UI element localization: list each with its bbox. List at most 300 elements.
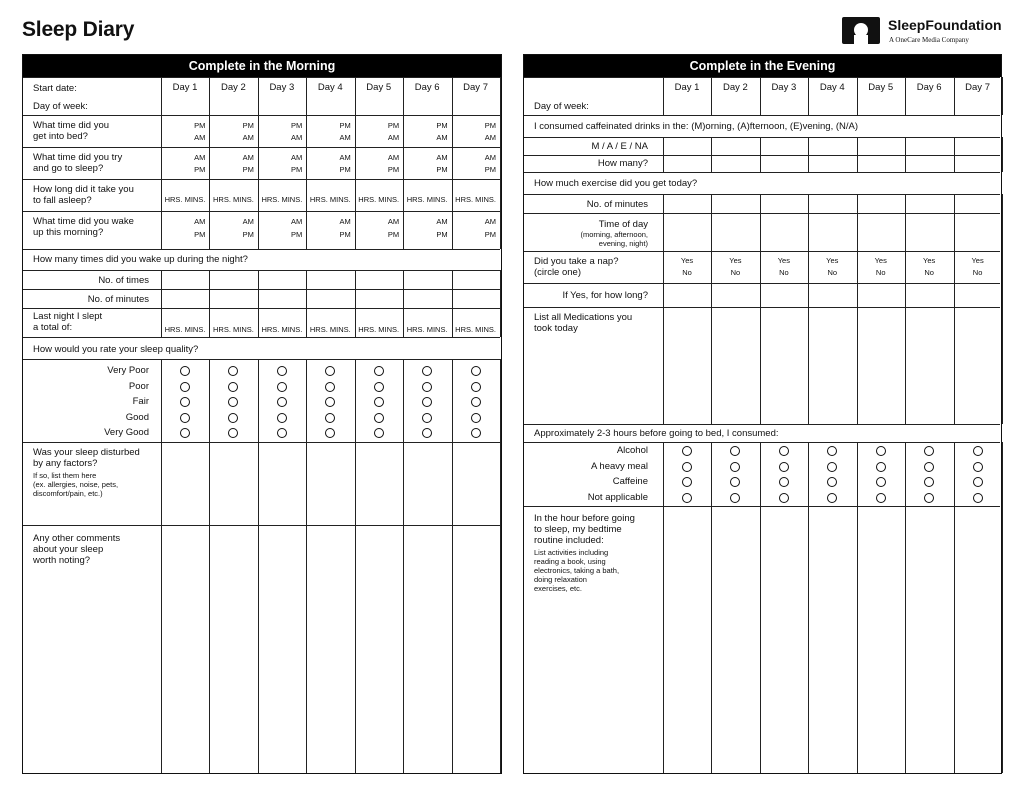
before-bed-radio[interactable] [730,477,740,487]
hrs-mins-label: HRS. MINS. [164,325,206,334]
nap-yes-option[interactable]: Yes [680,256,694,265]
before-bed-radio[interactable] [924,477,934,487]
row-divider [23,270,500,271]
rating-radio[interactable] [277,366,287,376]
nap-no-option[interactable]: No [827,268,838,277]
wake-time-question: up this morning? [33,227,104,238]
rating-radio[interactable] [422,366,432,376]
nap-no-option[interactable]: No [682,268,692,277]
row-divider [23,249,500,250]
row-divider [524,213,1000,214]
am-label: AM [436,217,448,226]
column-divider [905,307,906,424]
start-date-label: Start date: [33,83,77,94]
day-header-6: Day 6 [414,82,440,93]
row-divider [524,251,1000,252]
rating-radio[interactable] [325,428,335,438]
row-divider [23,289,500,290]
day-header-4: Day 4 [317,82,343,93]
before-bed-option-label: Not applicable [587,491,648,503]
hrs-mins-label: HRS. MINS. [213,195,254,204]
row-divider [524,115,1000,116]
am-label: AM [339,217,351,226]
day-header-2: Day 2 [723,82,748,93]
pm-label: PM [484,230,496,239]
rating-radio[interactable] [325,366,335,376]
disturbed-note: If so, list them here [33,471,97,480]
medications-question: took today [534,323,578,334]
rating-radio[interactable] [180,397,190,407]
column-divider [760,307,761,424]
rating-radio[interactable] [228,397,238,407]
try-sleep-question: and go to sleep? [33,163,104,174]
before-bed-radio[interactable] [827,462,837,472]
bedtime-routine-question: In the hour before going [534,513,635,524]
day-header-5: Day 5 [868,82,894,93]
before-bed-radio[interactable] [730,446,740,456]
column-divider [760,137,761,172]
column-divider [1002,442,1003,506]
nap-no-option[interactable]: No [779,268,789,277]
row-divider [23,115,500,116]
column-divider [808,137,809,172]
before-bed-radio[interactable] [924,462,934,472]
column-divider [711,442,712,506]
before-bed-radio[interactable] [682,446,692,456]
day-header-1: Day 1 [172,82,198,93]
day-of-week-label: Day of week: [534,101,589,112]
column-divider [355,77,356,249]
pm-label: PM [242,230,254,239]
row-divider [23,77,500,78]
column-divider [306,77,307,249]
pm-label: PM [339,121,351,130]
nap-yes-option[interactable]: Yes [874,256,887,265]
column-divider [500,442,501,773]
row-divider [524,77,1000,78]
before-bed-radio[interactable] [973,477,983,487]
column-divider [663,194,664,307]
pm-label: PM [194,230,206,239]
column-divider [209,77,210,249]
rating-radio[interactable] [471,413,481,423]
rating-radio[interactable] [471,366,481,376]
column-divider [209,442,210,773]
morning-panel [22,54,502,774]
hrs-mins-label: HRS. MINS. [406,325,448,334]
column-divider [857,442,858,506]
quality-option-label: Good [125,411,149,423]
nap-no-option[interactable]: No [924,268,934,277]
caffeine-time-codes: M / A / E / NA [591,141,648,152]
rating-radio[interactable] [325,397,335,407]
column-divider [954,137,955,172]
pm-label: PM [484,165,496,174]
hrs-mins-label: HRS. MINS. [164,195,206,204]
column-divider [500,77,501,249]
am-label: AM [484,153,496,162]
column-divider [663,506,664,773]
bedtime-routine-question: routine included: [534,535,604,546]
column-divider [711,506,712,773]
comments-question: about your sleep [33,544,104,555]
before-bed-radio[interactable] [682,477,692,487]
nap-yes-option[interactable]: Yes [826,256,839,265]
column-divider [711,194,712,307]
row-divider [524,283,1000,284]
column-divider [258,359,259,442]
slept-total-question: a total of: [33,322,73,333]
pm-label: PM [242,121,254,130]
rating-radio[interactable] [422,413,432,423]
row-divider [23,211,500,212]
rating-radio[interactable] [374,413,384,423]
pm-label: PM [194,121,206,130]
am-label: AM [339,133,351,142]
am-label: AM [484,217,496,226]
before-bed-option-label: A heavy meal [590,460,648,472]
column-divider [857,194,858,307]
column-divider [711,307,712,424]
rating-radio[interactable] [228,366,238,376]
before-bed-option-label: Caffeine [612,476,648,488]
rating-radio[interactable] [180,428,190,438]
nap-yes-option[interactable]: Yes [923,256,936,265]
hrs-mins-label: HRS. MINS. [358,195,400,204]
day-header-7: Day 7 [463,82,488,93]
bedtime-routine-note: exercises, etc. [534,584,582,593]
rating-radio[interactable] [180,382,190,392]
before-bed-radio[interactable] [876,462,886,472]
column-divider [355,442,356,773]
before-bed-radio[interactable] [876,477,886,487]
column-divider [954,506,955,773]
nap-yes-option[interactable]: Yes [729,256,742,265]
rating-radio[interactable] [180,366,190,376]
am-label: AM [242,217,254,226]
hrs-mins-label: HRS. MINS. [455,195,496,204]
column-divider [500,270,501,337]
column-divider [1002,194,1003,307]
exercise-minutes-label: No. of minutes [586,199,648,210]
row-divider [23,337,500,338]
disturbed-note: discomfort/pain, etc.) [33,489,103,498]
quality-option-label: Very Good [104,427,149,439]
column-divider [161,77,162,249]
before-bed-radio[interactable] [682,462,692,472]
column-divider [808,506,809,773]
am-label: AM [436,153,448,162]
before-bed-radio[interactable] [730,493,740,503]
before-bed-radio[interactable] [973,462,983,472]
am-label: AM [436,133,448,142]
pm-label: PM [387,121,400,130]
before-bed-radio[interactable] [779,493,789,503]
row-divider [524,137,1000,138]
time-of-day-note: (morning, afternoon, [580,230,648,239]
before-bed-radio[interactable] [827,477,837,487]
hrs-mins-label: HRS. MINS. [309,325,351,334]
number-of-times-label: No. of times [98,275,149,286]
column-divider [1002,137,1003,172]
nap-no-option[interactable]: No [730,268,741,277]
bedtime-routine-note: reading a book, using [534,557,606,566]
rating-radio[interactable] [374,397,384,407]
am-label: AM [339,153,351,162]
am-label: AM [291,217,303,226]
comments-question: Any other comments [33,533,121,544]
rating-radio[interactable] [422,382,432,392]
slept-total-question: Last night I slept [33,311,103,322]
column-divider [452,359,453,442]
column-divider [1002,307,1003,424]
fall-asleep-question: to fall asleep? [33,195,92,206]
column-divider [355,359,356,442]
hrs-mins-label: HRS. MINS. [213,325,254,334]
before-bed-radio[interactable] [973,493,983,503]
hrs-mins-label: HRS. MINS. [261,325,303,334]
wake-time-question: What time did you wake [33,216,134,227]
day-of-week-label: Day of week: [33,101,88,112]
column-divider [905,506,906,773]
rating-radio[interactable] [422,397,432,407]
medications-question: List all Medications you [534,312,633,323]
column-divider [663,137,664,172]
exercise-question: How much exercise did you get today? [534,178,698,189]
day-header-3: Day 3 [269,82,295,93]
row-divider [524,442,1000,443]
rating-radio[interactable] [374,366,384,376]
pm-label: PM [436,121,448,130]
bed-time-question: What time did you [33,120,110,131]
hrs-mins-label: HRS. MINS. [358,325,400,334]
rating-radio[interactable] [325,382,335,392]
rating-radio[interactable] [277,413,287,423]
hrs-mins-label: HRS. MINS. [261,195,303,204]
document-title: Sleep Diary [22,18,135,41]
column-divider [403,359,404,442]
before-bed-radio[interactable] [779,477,789,487]
before-bed-radio[interactable] [682,493,692,503]
column-divider [905,442,906,506]
row-divider [23,179,500,180]
pm-label: PM [436,165,448,174]
column-divider [857,307,858,424]
pm-label: PM [436,230,448,239]
day-header-5: Day 5 [366,82,392,93]
am-label: AM [387,133,400,142]
nap-duration-label: If Yes, for how long? [562,290,648,301]
before-bed-option-label: Alcohol [616,445,648,456]
column-divider [306,442,307,773]
am-label: AM [291,133,303,142]
column-divider [808,442,809,506]
rating-radio[interactable] [180,413,190,423]
bedtime-routine-note: doing relaxation [534,575,587,584]
row-divider [524,307,1000,308]
evening-heading: Complete in the Evening [524,55,1001,77]
pm-label: PM [339,230,351,239]
before-bed-radio[interactable] [924,493,934,503]
hrs-mins-label: HRS. MINS. [309,195,351,204]
column-divider [663,442,664,506]
bed-time-question: get into bed? [33,131,88,142]
column-divider [663,307,664,424]
rating-radio[interactable] [374,382,384,392]
row-divider [524,194,1000,195]
rating-radio[interactable] [374,428,384,438]
row-divider [23,359,500,360]
column-divider [760,442,761,506]
rating-radio[interactable] [471,428,481,438]
nap-question: (circle one) [534,267,581,278]
rating-radio[interactable] [277,382,287,392]
column-divider [1002,77,1003,115]
before-bed-question: Approximately 2-3 hours before going to bed, I consumed: [534,428,779,439]
row-divider [524,506,1000,507]
column-divider [452,442,453,773]
row-divider [23,147,500,148]
pm-label: PM [387,165,400,174]
before-bed-radio[interactable] [924,446,934,456]
day-header-2: Day 2 [221,82,246,93]
before-bed-radio[interactable] [876,446,886,456]
column-divider [711,137,712,172]
am-label: AM [291,153,303,162]
pm-label: PM [339,165,351,174]
wake-count-question: How many times did you wake up during the night? [33,254,248,265]
row-divider [524,424,1000,425]
try-sleep-question: What time did you try [33,152,123,163]
column-divider [258,442,259,773]
pm-label: PM [484,121,496,130]
pm-label: PM [291,230,303,239]
pm-label: PM [291,121,303,130]
day-header-1: Day 1 [674,82,700,93]
disturbed-question: Was your sleep disturbed [33,447,140,458]
before-bed-radio[interactable] [779,462,789,472]
quality-option-label: Poor [128,380,149,392]
bedtime-routine-note: List activities including [534,548,609,557]
row-divider [524,155,1000,156]
rating-radio[interactable] [277,397,287,407]
sleep-quality-question: How would you rate your sleep quality? [33,344,199,355]
rating-radio[interactable] [422,428,432,438]
column-divider [760,506,761,773]
nap-yes-option[interactable]: Yes [971,256,984,265]
quality-option-label: Fair [132,396,149,408]
rating-radio[interactable] [228,382,238,392]
day-header-3: Day 3 [771,82,797,93]
quality-option-label: Very Poor [107,365,149,376]
evening-panel [523,54,1002,774]
comments-question: worth noting? [33,555,91,566]
time-of-day-note: evening, night) [598,239,648,248]
column-divider [954,307,955,424]
pm-label: PM [291,165,303,174]
row-divider [524,172,1000,173]
column-divider [808,194,809,307]
column-divider [403,442,404,773]
column-divider [857,137,858,172]
disturbed-question: by any factors? [33,458,98,469]
nap-question: Did you take a nap? [534,256,619,267]
pm-label: PM [242,165,254,174]
column-divider [954,194,955,307]
brand-name: SleepFoundation [888,17,1002,33]
am-label: AM [387,153,400,162]
column-divider [306,359,307,442]
row-divider [23,308,500,309]
pm-label: PM [194,165,206,174]
column-divider [452,77,453,249]
bedtime-routine-note: electronics, taking a bath, [534,566,620,575]
time-of-day-label: Time of day [598,219,648,230]
am-label: AM [194,153,206,162]
caffeine-question: I consumed caffeinated drinks in the: (M)orning, (A)fternoon, (E)vening, (N/A) [534,121,859,132]
column-divider [954,442,955,506]
row-divider [23,442,500,443]
nap-no-option[interactable]: No [972,268,983,277]
am-label: AM [484,133,496,142]
column-divider [857,506,858,773]
before-bed-radio[interactable] [730,462,740,472]
column-divider [1002,506,1003,773]
number-of-minutes-label: No. of minutes [87,294,149,305]
am-label: AM [387,217,400,226]
rating-radio[interactable] [471,397,481,407]
before-bed-radio[interactable] [827,493,837,503]
column-divider [403,77,404,249]
rating-radio[interactable] [228,428,238,438]
am-label: AM [194,217,206,226]
am-label: AM [242,153,254,162]
brand-tagline: A OneCare Media Company [889,36,969,44]
sleep-foundation-logo-icon [842,17,880,44]
rating-radio[interactable] [277,428,287,438]
row-divider [23,525,500,526]
column-divider [808,307,809,424]
column-divider [161,359,162,442]
day-header-7: Day 7 [965,82,990,93]
column-divider [760,194,761,307]
disturbed-note: (ex. allergies, noise, pets, [33,480,119,489]
am-label: AM [194,133,206,142]
column-divider [905,194,906,307]
rating-radio[interactable] [325,413,335,423]
fall-asleep-question: How long did it take you [33,184,134,195]
hrs-mins-label: HRS. MINS. [455,325,496,334]
rating-radio[interactable] [471,382,481,392]
column-divider [258,77,259,249]
morning-heading: Complete in the Morning [23,55,501,77]
nap-no-option[interactable]: No [875,268,886,277]
brand-logo [842,16,1012,46]
caffeine-how-many: How many? [597,158,648,169]
before-bed-radio[interactable] [827,446,837,456]
am-label: AM [242,133,254,142]
day-header-4: Day 4 [819,82,845,93]
bedtime-routine-question: to sleep, my bedtime [534,524,622,535]
before-bed-radio[interactable] [779,446,789,456]
before-bed-radio[interactable] [876,493,886,503]
column-divider [500,359,501,442]
nap-yes-option[interactable]: Yes [777,256,790,265]
rating-radio[interactable] [228,413,238,423]
before-bed-radio[interactable] [973,446,983,456]
column-divider [161,442,162,773]
column-divider [905,137,906,172]
